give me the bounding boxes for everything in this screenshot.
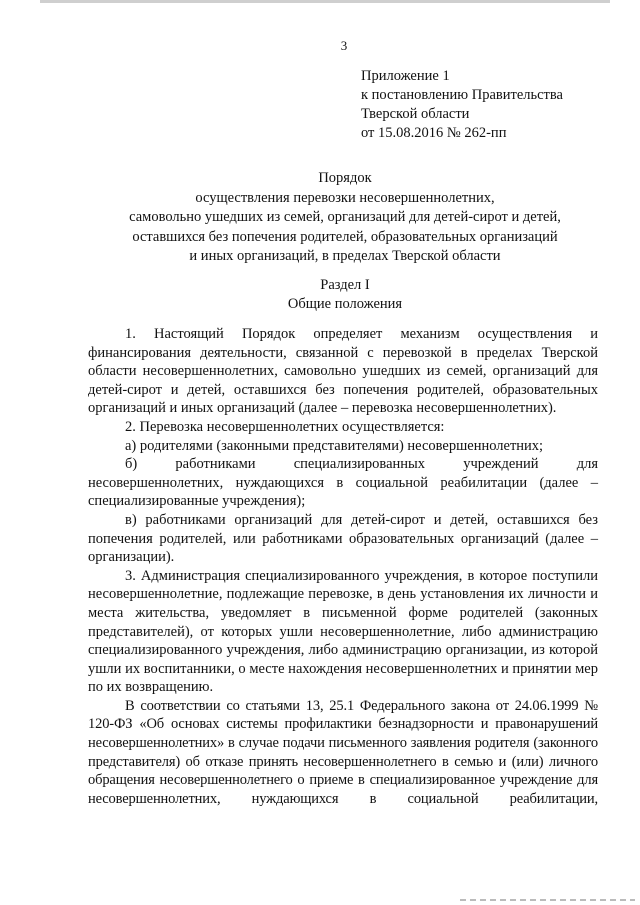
paragraph-3: 3. Администрация специализированного учреждения, в которое поступили несовершеннолетние, подлежащие перевозке, в день установления их личности и места жительства, уведомляет в письменной форме родителей (законных представителей), от которых ушли несовершеннолетние, либо администрацию специализированного учреждения, либо администрацию организации, из которой ушли их воспитанники, о месте нахождения несовершеннолетних и принятии мер по их возвращению. [88, 567, 598, 696]
document-body [88, 325, 598, 808]
title-line: и иных организаций, в пределах Тверской области [189, 248, 501, 264]
page-number: 3 [340, 38, 348, 53]
title-line: самовольно ушедших из семей, организаций для детей-сирот и детей, [129, 209, 561, 225]
title-line: оставшихся без попечения родителей, образовательных организаций [132, 228, 558, 245]
section-heading [80, 276, 610, 314]
document-title [80, 169, 610, 267]
appendix-line: к постановлению Правительства [361, 87, 563, 103]
scan-top-edge [0, 0, 640, 3]
title-heading: Порядок [318, 170, 372, 186]
appendix-line: Приложение 1 [361, 68, 450, 84]
scan-bottom-edge [460, 899, 635, 901]
paragraph-1: 1. Настоящий Порядок определяет механизм осуществления и финансирования деятельности, связанной с перевозкой в пределах Тверской области несовершеннолетних, самовольно ушедших из семей, организаций для детей-сирот и детей, оставшихся без попечения родителей, образовательных организаций и иных организаций (далее – перевозка несовершеннолетних). [88, 326, 598, 417]
appendix-block [361, 67, 563, 143]
paragraph-2a: а) родителями (законными представителями) несовершеннолетних; [125, 437, 544, 454]
paragraph-3-continued: В соответствии со статьями 13, 25.1 Федерального закона от 24.06.1999 № 120-ФЗ «Об основах системы профилактики безнадзорности и правонарушений несовершеннолетних» в случае подачи письменного заявления родителя (законного представителя) об отказе принять несовершеннолетнего в семью и (или) личного обращения несовершеннолетнего о приеме в специализированное учреждение для несовершеннолетних, нуждающихся в социальной реабилитации, [88, 697, 598, 807]
paragraph-2c: в) работниками организаций для детей-сирот и детей, оставшихся без попечения родителей, или работниками образовательных организаций (далее – организации). [88, 511, 598, 566]
section-number: Раздел I [320, 277, 370, 293]
appendix-line: от 15.08.2016 № 262-пп [361, 125, 507, 141]
title-line: осуществления перевозки несовершеннолетних, [195, 189, 495, 206]
appendix-line: Тверской области [361, 106, 470, 122]
paragraph-2: 2. Перевозка несовершеннолетних осуществляется: [125, 418, 445, 435]
paragraph-2b: б) работниками специализированных учреждений для несовершеннолетних, нуждающихся в социальной реабилитации (далее – специализированные учреждения); [88, 456, 598, 510]
section-name: Общие положения [287, 296, 403, 312]
